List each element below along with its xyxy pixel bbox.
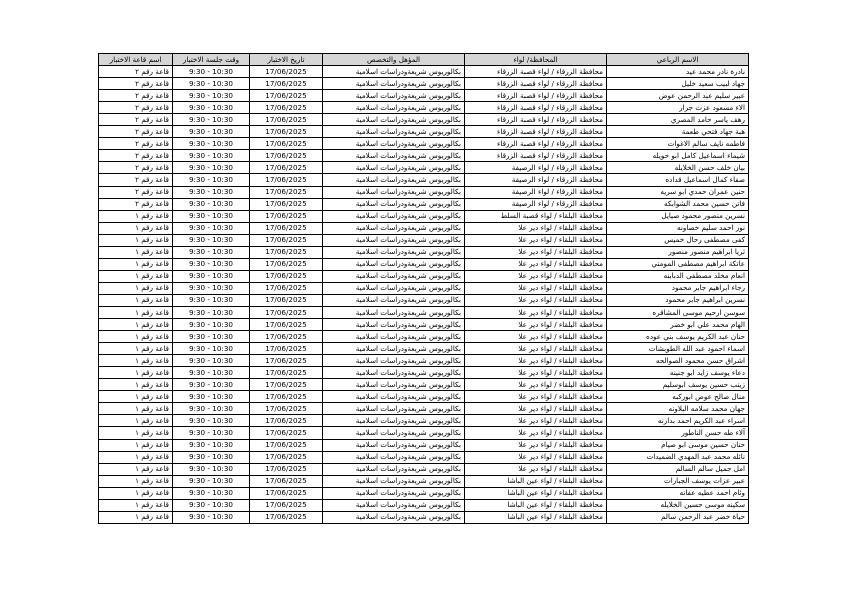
table-row (99, 114, 749, 126)
table-row (99, 78, 749, 90)
cell-session-time: 9:30 - 10:30 (173, 331, 250, 343)
cell-exam-date: 17/06/2025 (250, 66, 323, 78)
header-row (99, 54, 749, 66)
cell-qualification: بكالوريوس شريعةودراسات اسلامية (323, 282, 465, 294)
table-row (99, 258, 749, 270)
cell-exam-hall: قاعة رقم ٢ (99, 174, 173, 186)
cell-session-time: 9:30 - 10:30 (173, 102, 250, 114)
cell-session-time: 9:30 - 10:30 (173, 487, 250, 499)
cell-session-time: 9:30 - 10:30 (173, 150, 250, 162)
cell-session-time: 9:30 - 10:30 (173, 186, 250, 198)
cell-session-time: 9:30 - 10:30 (173, 319, 250, 331)
cell-governorate: محافظة البلقاء / لواء دير علا (465, 367, 607, 379)
cell-exam-date: 17/06/2025 (250, 210, 323, 222)
cell-exam-date: 17/06/2025 (250, 198, 323, 210)
cell-exam-date: 17/06/2025 (250, 114, 323, 126)
cell-name: نادرة نادر محمد عيد (607, 66, 749, 78)
table-row (99, 355, 749, 367)
cell-qualification: بكالوريوس شريعةودراسات اسلامية (323, 234, 465, 246)
cell-name: انعام مخلد مصطفى الدبابنه (607, 270, 749, 282)
cell-exam-hall: قاعة رقم ١ (99, 355, 173, 367)
cell-name: جهان محمد سلامه البلاونه (607, 403, 749, 415)
cell-session-time: 9:30 - 10:30 (173, 90, 250, 102)
cell-session-time: 9:30 - 10:30 (173, 355, 250, 367)
table-row (99, 391, 749, 403)
cell-session-time: 9:30 - 10:30 (173, 343, 250, 355)
cell-name: ثريا ابراهيم منصور منصور (607, 246, 749, 258)
table-body (99, 66, 749, 524)
cell-qualification: بكالوريوس شريعةودراسات اسلامية (323, 162, 465, 174)
table-row (99, 427, 749, 439)
cell-exam-hall: قاعة رقم ١ (99, 222, 173, 234)
cell-exam-hall: قاعة رقم ١ (99, 367, 173, 379)
cell-name: حنين عمران حمدي ابو سريه (607, 186, 749, 198)
cell-exam-hall: قاعة رقم ١ (99, 270, 173, 282)
cell-exam-hall: قاعة رقم ٢ (99, 114, 173, 126)
cell-exam-hall: قاعة رقم ١ (99, 258, 173, 270)
cell-qualification: بكالوريوس شريعةودراسات اسلامية (323, 415, 465, 427)
table-row (99, 319, 749, 331)
cell-session-time: 9:30 - 10:30 (173, 391, 250, 403)
cell-exam-date: 17/06/2025 (250, 403, 323, 415)
cell-exam-hall: قاعة رقم ١ (99, 463, 173, 475)
cell-governorate: محافظة البلقاء / لواء عين الباشا (465, 475, 607, 487)
cell-exam-hall: قاعة رقم ٢ (99, 150, 173, 162)
table-row (99, 367, 749, 379)
header-session-time: وقت جلسة الاختبار (173, 54, 250, 66)
cell-name: جهاد لبيب سعيد خليل (607, 78, 749, 90)
table-row (99, 439, 749, 451)
cell-governorate: محافظة الزرقاء / لواء الرصيفة (465, 186, 607, 198)
cell-exam-date: 17/06/2025 (250, 343, 323, 355)
cell-session-time: 9:30 - 10:30 (173, 258, 250, 270)
cell-name: منال صالح عوض ابوركبه (607, 391, 749, 403)
cell-governorate: محافظة الزرقاء / لواء قصبة الزرقاء (465, 102, 607, 114)
cell-governorate: محافظة البلقاء / لواء دير علا (465, 294, 607, 306)
cell-governorate: محافظة الزرقاء / لواء الرصيفة (465, 162, 607, 174)
table-row (99, 66, 749, 78)
cell-governorate: محافظة الزرقاء / لواء قصبة الزرقاء (465, 138, 607, 150)
cell-exam-hall: قاعة رقم ٢ (99, 198, 173, 210)
cell-qualification: بكالوريوس شريعةودراسات اسلامية (323, 66, 465, 78)
cell-governorate: محافظة البلقاء / لواء دير علا (465, 319, 607, 331)
exam-schedule-table (98, 53, 749, 524)
cell-exam-hall: قاعة رقم ١ (99, 343, 173, 355)
cell-exam-date: 17/06/2025 (250, 355, 323, 367)
cell-qualification: بكالوريوس شريعةودراسات اسلامية (323, 198, 465, 210)
cell-name: فاتن حسين محمد الشوابكه (607, 198, 749, 210)
cell-governorate: محافظة البلقاء / لواء دير علا (465, 270, 607, 282)
cell-name: شيماء اسماعيل كامل ابو حويله (607, 150, 749, 162)
cell-session-time: 9:30 - 10:30 (173, 379, 250, 391)
cell-name: اسراء عبد الكريم احمد بدارنه (607, 415, 749, 427)
cell-exam-hall: قاعة رقم ١ (99, 319, 173, 331)
cell-name: نسرين منصور محمود صيايل (607, 210, 749, 222)
table-row (99, 246, 749, 258)
header-governorate: المحافظة/ لواء (465, 54, 607, 66)
cell-exam-date: 17/06/2025 (250, 463, 323, 475)
cell-qualification: بكالوريوس شريعةودراسات اسلامية (323, 90, 465, 102)
cell-name: صفاء كمال اسماعيل قداده (607, 174, 749, 186)
table-row (99, 126, 749, 138)
cell-exam-hall: قاعة رقم ١ (99, 331, 173, 343)
cell-name: سوسن ارحيم موسى المشاقره (607, 306, 749, 318)
cell-governorate: محافظة الزرقاء / لواء الرصيفة (465, 198, 607, 210)
cell-qualification: بكالوريوس شريعةودراسات اسلامية (323, 511, 465, 523)
cell-governorate: محافظة البلقاء / لواء دير علا (465, 451, 607, 463)
table-row (99, 331, 749, 343)
cell-session-time: 9:30 - 10:30 (173, 415, 250, 427)
cell-exam-date: 17/06/2025 (250, 282, 323, 294)
table-row (99, 162, 749, 174)
cell-governorate: محافظة الزرقاء / لواء قصبة الزرقاء (465, 126, 607, 138)
cell-governorate: محافظة الزرقاء / لواء قصبة الزرقاء (465, 114, 607, 126)
cell-governorate: محافظة الزرقاء / لواء قصبة الزرقاء (465, 66, 607, 78)
cell-session-time: 9:30 - 10:30 (173, 78, 250, 90)
cell-session-time: 9:30 - 10:30 (173, 162, 250, 174)
cell-exam-date: 17/06/2025 (250, 499, 323, 511)
cell-session-time: 9:30 - 10:30 (173, 511, 250, 523)
cell-name: نور احمد سليم خصاونه (607, 222, 749, 234)
cell-exam-date: 17/06/2025 (250, 102, 323, 114)
cell-exam-date: 17/06/2025 (250, 427, 323, 439)
cell-exam-hall: قاعة رقم ٢ (99, 90, 173, 102)
cell-session-time: 9:30 - 10:30 (173, 174, 250, 186)
table-row (99, 294, 749, 306)
cell-name: كفى مصطفى رحال خميس (607, 234, 749, 246)
table-row (99, 499, 749, 511)
cell-qualification: بكالوريوس شريعةودراسات اسلامية (323, 439, 465, 451)
cell-exam-date: 17/06/2025 (250, 294, 323, 306)
cell-exam-date: 17/06/2025 (250, 379, 323, 391)
cell-qualification: بكالوريوس شريعةودراسات اسلامية (323, 246, 465, 258)
cell-exam-date: 17/06/2025 (250, 90, 323, 102)
table-row (99, 138, 749, 150)
cell-exam-date: 17/06/2025 (250, 234, 323, 246)
cell-session-time: 9:30 - 10:30 (173, 427, 250, 439)
cell-governorate: محافظة البلقاء / لواء عين الباشا (465, 487, 607, 499)
header-qualification: المؤهل والتخصص (323, 54, 465, 66)
cell-qualification: بكالوريوس شريعةودراسات اسلامية (323, 391, 465, 403)
cell-exam-date: 17/06/2025 (250, 331, 323, 343)
cell-exam-hall: قاعة رقم ١ (99, 282, 173, 294)
cell-exam-date: 17/06/2025 (250, 258, 323, 270)
cell-qualification: بكالوريوس شريعةودراسات اسلامية (323, 319, 465, 331)
cell-session-time: 9:30 - 10:30 (173, 499, 250, 511)
header-exam-hall: اسم قاعة الاختبار (99, 54, 173, 66)
cell-name: زينب حسين يوسف ابوسليم (607, 379, 749, 391)
cell-governorate: محافظة البلقاء / لواء دير علا (465, 258, 607, 270)
cell-session-time: 9:30 - 10:30 (173, 126, 250, 138)
cell-session-time: 9:30 - 10:30 (173, 270, 250, 282)
cell-name: دعاء يوسف زايد ابو جنينه (607, 367, 749, 379)
table-row (99, 174, 749, 186)
cell-name: امل جميل سالم السالم (607, 463, 749, 475)
cell-governorate: محافظة الزرقاء / لواء قصبة الزرقاء (465, 90, 607, 102)
cell-governorate: محافظة البلقاء / لواء دير علا (465, 391, 607, 403)
cell-session-time: 9:30 - 10:30 (173, 463, 250, 475)
table-row (99, 306, 749, 318)
cell-qualification: بكالوريوس شريعةودراسات اسلامية (323, 138, 465, 150)
cell-qualification: بكالوريوس شريعةودراسات اسلامية (323, 126, 465, 138)
cell-session-time: 9:30 - 10:30 (173, 403, 250, 415)
cell-qualification: بكالوريوس شريعةودراسات اسلامية (323, 258, 465, 270)
cell-session-time: 9:30 - 10:30 (173, 475, 250, 487)
cell-name: اشراق حسن محمود الصوالحه (607, 355, 749, 367)
cell-exam-hall: قاعة رقم ٢ (99, 78, 173, 90)
cell-qualification: بكالوريوس شريعةودراسات اسلامية (323, 451, 465, 463)
table-row (99, 343, 749, 355)
cell-name: سكينه موسى حسين الخلايله (607, 499, 749, 511)
cell-session-time: 9:30 - 10:30 (173, 367, 250, 379)
cell-name: حنان عبد الكريم يوسف بني عوده (607, 331, 749, 343)
table-row (99, 403, 749, 415)
cell-exam-date: 17/06/2025 (250, 126, 323, 138)
cell-name: الاء مسعود عزت جرار (607, 102, 749, 114)
cell-name: حنان حسين موسى ابو صيام (607, 439, 749, 451)
cell-name: بيان خلف حسن الخلايله (607, 162, 749, 174)
cell-name: فاطمه نايف سالم الاغوات (607, 138, 749, 150)
cell-exam-date: 17/06/2025 (250, 319, 323, 331)
header-name: الاسم الرباعي (607, 54, 749, 66)
cell-name: رجاء ابراهيم جابر محمود (607, 282, 749, 294)
cell-governorate: محافظة البلقاء / لواء عين الباشا (465, 499, 607, 511)
cell-qualification: بكالوريوس شريعةودراسات اسلامية (323, 499, 465, 511)
cell-exam-hall: قاعة رقم ٢ (99, 66, 173, 78)
cell-governorate: محافظة الزرقاء / لواء قصبة الزرقاء (465, 150, 607, 162)
table-row (99, 198, 749, 210)
cell-name: وئام احمد عطيه عفانه (607, 487, 749, 499)
cell-name: عبير سليم عبد الرحمن عوض (607, 90, 749, 102)
table-row (99, 210, 749, 222)
table-row (99, 90, 749, 102)
cell-session-time: 9:30 - 10:30 (173, 198, 250, 210)
table-row (99, 475, 749, 487)
table-row (99, 511, 749, 523)
cell-exam-hall: قاعة رقم ١ (99, 391, 173, 403)
cell-session-time: 9:30 - 10:30 (173, 66, 250, 78)
cell-exam-hall: قاعة رقم ١ (99, 306, 173, 318)
cell-name: الهام محمد علي ابو خضر (607, 319, 749, 331)
cell-session-time: 9:30 - 10:30 (173, 282, 250, 294)
cell-qualification: بكالوريوس شريعةودراسات اسلامية (323, 114, 465, 126)
cell-qualification: بكالوريوس شريعةودراسات اسلامية (323, 210, 465, 222)
cell-qualification: بكالوريوس شريعةودراسات اسلامية (323, 463, 465, 475)
cell-governorate: محافظة البلقاء / لواء دير علا (465, 246, 607, 258)
cell-exam-date: 17/06/2025 (250, 186, 323, 198)
cell-session-time: 9:30 - 10:30 (173, 234, 250, 246)
cell-exam-date: 17/06/2025 (250, 391, 323, 403)
cell-name: اسماء احمود عبد الله الطوبشات (607, 343, 749, 355)
cell-exam-date: 17/06/2025 (250, 222, 323, 234)
cell-name: آلاء طه حسن الناطور (607, 427, 749, 439)
cell-exam-hall: قاعة رقم ١ (99, 415, 173, 427)
table-row (99, 451, 749, 463)
cell-governorate: محافظة الزرقاء / لواء قصبة الزرقاء (465, 78, 607, 90)
cell-exam-date: 17/06/2025 (250, 162, 323, 174)
cell-governorate: محافظة البلقاء / لواء قصبة السلط (465, 210, 607, 222)
cell-exam-hall: قاعة رقم ١ (99, 487, 173, 499)
cell-session-time: 9:30 - 10:30 (173, 210, 250, 222)
cell-exam-hall: قاعة رقم ١ (99, 210, 173, 222)
table-row (99, 415, 749, 427)
cell-exam-date: 17/06/2025 (250, 78, 323, 90)
cell-exam-hall: قاعة رقم ١ (99, 439, 173, 451)
cell-governorate: محافظة البلقاء / لواء دير علا (465, 306, 607, 318)
cell-qualification: بكالوريوس شريعةودراسات اسلامية (323, 355, 465, 367)
cell-exam-hall: قاعة رقم ١ (99, 451, 173, 463)
cell-exam-date: 17/06/2025 (250, 174, 323, 186)
cell-qualification: بكالوريوس شريعةودراسات اسلامية (323, 270, 465, 282)
cell-qualification: بكالوريوس شريعةودراسات اسلامية (323, 475, 465, 487)
cell-exam-date: 17/06/2025 (250, 150, 323, 162)
cell-qualification: بكالوريوس شريعةودراسات اسلامية (323, 331, 465, 343)
cell-governorate: محافظة البلقاء / لواء دير علا (465, 222, 607, 234)
table-row (99, 186, 749, 198)
cell-governorate: محافظة البلقاء / لواء دير علا (465, 463, 607, 475)
cell-exam-hall: قاعة رقم ١ (99, 511, 173, 523)
cell-session-time: 9:30 - 10:30 (173, 451, 250, 463)
cell-qualification: بكالوريوس شريعةودراسات اسلامية (323, 367, 465, 379)
table-row (99, 102, 749, 114)
table-row (99, 282, 749, 294)
cell-session-time: 9:30 - 10:30 (173, 306, 250, 318)
cell-name: عبير عزات يوسف الجبارات (607, 475, 749, 487)
cell-qualification: بكالوريوس شريعةودراسات اسلامية (323, 487, 465, 499)
cell-exam-hall: قاعة رقم ١ (99, 246, 173, 258)
cell-name: هبة جهاد فتحي طعمة (607, 126, 749, 138)
cell-qualification: بكالوريوس شريعةودراسات اسلامية (323, 78, 465, 90)
cell-qualification: بكالوريوس شريعةودراسات اسلامية (323, 186, 465, 198)
table-row (99, 234, 749, 246)
cell-name: حياة خضر عبد الرحمن سالم (607, 511, 749, 523)
cell-qualification: بكالوريوس شريعةودراسات اسلامية (323, 222, 465, 234)
table-row (99, 487, 749, 499)
header-exam-date: تاريخ الاختبار (250, 54, 323, 66)
cell-exam-hall: قاعة رقم ١ (99, 234, 173, 246)
cell-exam-hall: قاعة رقم ١ (99, 403, 173, 415)
cell-exam-date: 17/06/2025 (250, 451, 323, 463)
cell-governorate: محافظة البلقاء / لواء دير علا (465, 415, 607, 427)
cell-exam-date: 17/06/2025 (250, 270, 323, 282)
cell-qualification: بكالوريوس شريعةودراسات اسلامية (323, 379, 465, 391)
cell-name: عاتكة ابراهيم مصطفى المومني (607, 258, 749, 270)
cell-exam-date: 17/06/2025 (250, 246, 323, 258)
cell-qualification: بكالوريوس شريعةودراسات اسلامية (323, 403, 465, 415)
cell-exam-hall: قاعة رقم ٢ (99, 102, 173, 114)
cell-governorate: محافظة البلقاء / لواء دير علا (465, 355, 607, 367)
cell-qualification: بكالوريوس شريعةودراسات اسلامية (323, 306, 465, 318)
cell-exam-hall: قاعة رقم ١ (99, 294, 173, 306)
cell-name: نسرين ابراهيم جابر محمود (607, 294, 749, 306)
cell-exam-hall: قاعة رقم ٢ (99, 162, 173, 174)
cell-exam-hall: قاعة رقم ١ (99, 379, 173, 391)
cell-exam-hall: قاعة رقم ١ (99, 475, 173, 487)
table-row (99, 463, 749, 475)
cell-governorate: محافظة البلقاء / لواء دير علا (465, 234, 607, 246)
cell-governorate: محافظة البلقاء / لواء دير علا (465, 439, 607, 451)
table-row (99, 379, 749, 391)
cell-qualification: بكالوريوس شريعةودراسات اسلامية (323, 427, 465, 439)
table-row (99, 270, 749, 282)
cell-qualification: بكالوريوس شريعةودراسات اسلامية (323, 102, 465, 114)
cell-exam-hall: قاعة رقم ٢ (99, 138, 173, 150)
cell-governorate: محافظة البلقاء / لواء دير علا (465, 403, 607, 415)
cell-governorate: محافظة البلقاء / لواء دير علا (465, 343, 607, 355)
cell-governorate: محافظة البلقاء / لواء دير علا (465, 427, 607, 439)
cell-exam-date: 17/06/2025 (250, 475, 323, 487)
cell-exam-date: 17/06/2025 (250, 487, 323, 499)
cell-session-time: 9:30 - 10:30 (173, 222, 250, 234)
cell-governorate: محافظة البلقاء / لواء دير علا (465, 379, 607, 391)
table-row (99, 150, 749, 162)
cell-session-time: 9:30 - 10:30 (173, 114, 250, 126)
table-row (99, 222, 749, 234)
cell-exam-date: 17/06/2025 (250, 367, 323, 379)
cell-exam-hall: قاعة رقم ١ (99, 499, 173, 511)
cell-session-time: 9:30 - 10:30 (173, 138, 250, 150)
cell-qualification: بكالوريوس شريعةودراسات اسلامية (323, 174, 465, 186)
cell-qualification: بكالوريوس شريعةودراسات اسلامية (323, 343, 465, 355)
cell-name: نائله محمد عبد المهدي الضميدات (607, 451, 749, 463)
cell-qualification: بكالوريوس شريعةودراسات اسلامية (323, 294, 465, 306)
cell-exam-date: 17/06/2025 (250, 138, 323, 150)
cell-session-time: 9:30 - 10:30 (173, 294, 250, 306)
cell-session-time: 9:30 - 10:30 (173, 439, 250, 451)
cell-governorate: محافظة الزرقاء / لواء الرصيفة (465, 174, 607, 186)
cell-exam-date: 17/06/2025 (250, 415, 323, 427)
cell-governorate: محافظة البلقاء / لواء دير علا (465, 282, 607, 294)
cell-qualification: بكالوريوس شريعةودراسات اسلامية (323, 150, 465, 162)
cell-exam-date: 17/06/2025 (250, 511, 323, 523)
cell-exam-date: 17/06/2025 (250, 306, 323, 318)
cell-session-time: 9:30 - 10:30 (173, 246, 250, 258)
cell-name: رهف ياسر حامد المصري (607, 114, 749, 126)
cell-governorate: محافظة البلقاء / لواء دير علا (465, 331, 607, 343)
cell-exam-hall: قاعة رقم ١ (99, 427, 173, 439)
cell-governorate: محافظة البلقاء / لواء عين الباشا (465, 511, 607, 523)
cell-exam-hall: قاعة رقم ٢ (99, 126, 173, 138)
cell-exam-hall: قاعة رقم ٢ (99, 186, 173, 198)
cell-exam-date: 17/06/2025 (250, 439, 323, 451)
